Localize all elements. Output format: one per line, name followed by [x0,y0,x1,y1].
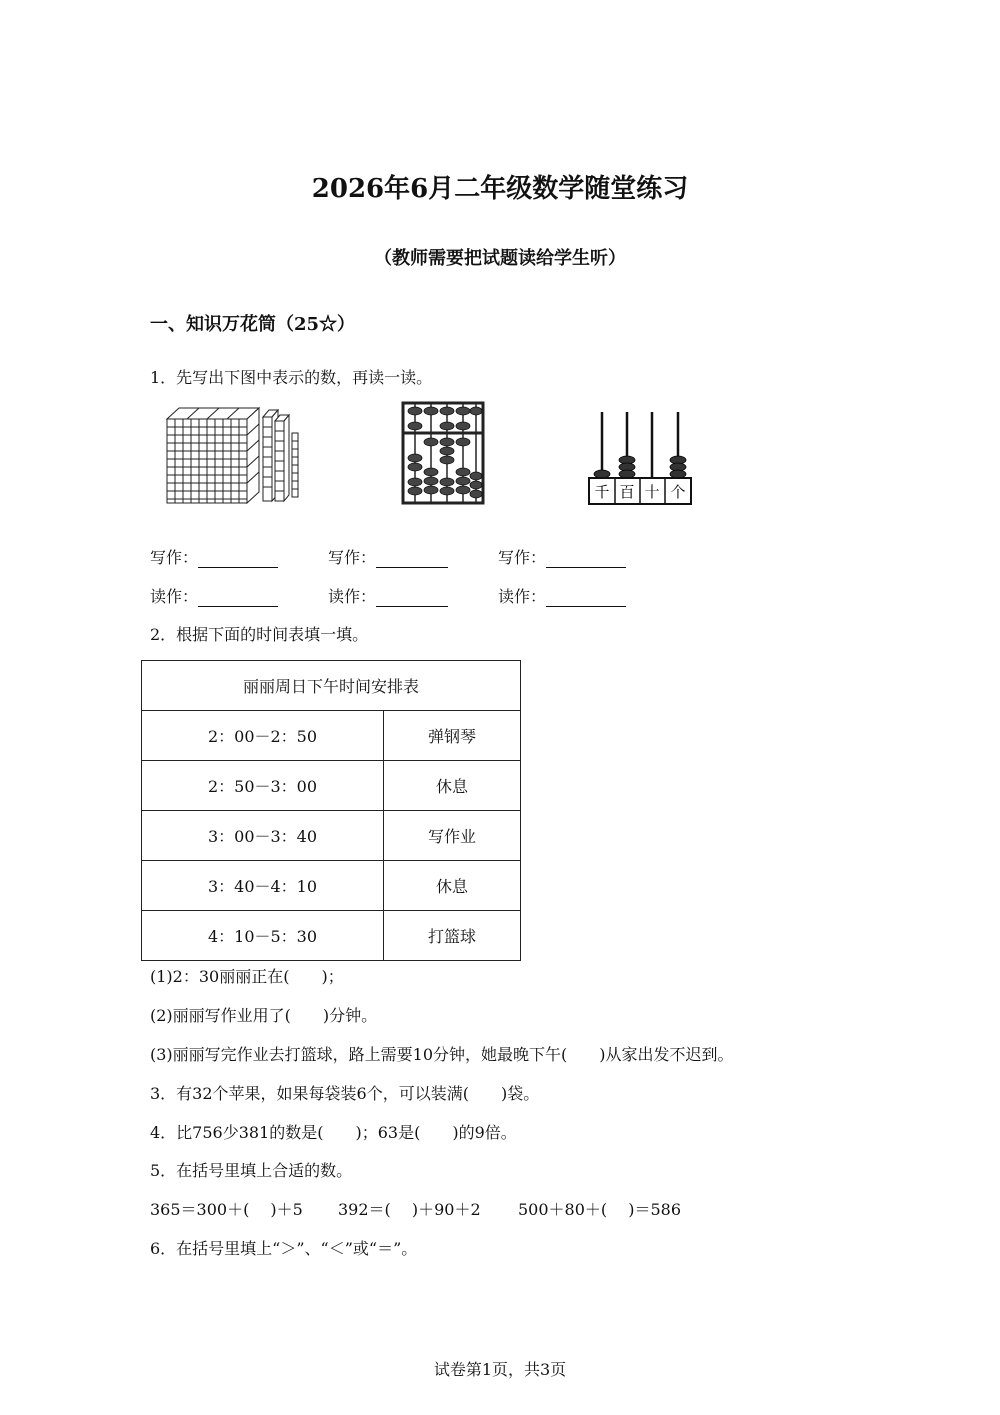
answer-blank[interactable] [546,553,626,568]
table-row [142,711,521,761]
question-2-sub-3: (3)丽丽写完作业去打篮球，路上需要10分钟，她最晚下午( )从家出发不迟到。 [150,1045,734,1064]
question-2-text: 2．根据下面的时间表填一填。 [150,625,369,644]
answer-blank[interactable] [198,553,278,568]
activity-cell: 写作业 [384,811,521,861]
read-label: 读作： [150,587,199,606]
write-label: 写作： [328,548,377,567]
base-ten-blocks-illustration [164,405,304,505]
write-label: 写作： [498,548,547,567]
read-answer-1 [150,587,278,607]
page-footer: 试卷第1页，共3页 [433,1360,567,1379]
activity-cell: 打篮球 [384,911,521,961]
question-4-text: 4．比756少381的数是( )；63是( )的9倍。 [150,1123,517,1142]
question-1-text: 1．先写出下图中表示的数，再读一读。 [150,368,433,387]
section-heading: 一、知识万花筒（25☆） [150,314,356,335]
question-2-sub-2: (2)丽丽写作业用了( )分钟。 [150,1006,378,1025]
abacus-label-tens: 十 [644,483,660,501]
page-title: 2026年6月二年级数学随堂练习 [311,174,689,204]
table-row [142,861,521,911]
table-title: 丽丽周日下午时间安排表 [142,661,521,711]
abacus-illustration [400,400,486,506]
read-label: 读作： [328,587,377,606]
write-answer-2 [328,548,448,568]
question-3-text: 3．有32个苹果，如果每袋装6个，可以装满( )袋。 [150,1084,540,1103]
read-answer-2 [328,587,448,607]
schedule-table [141,660,521,961]
write-label: 写作： [150,548,199,567]
question-5-text: 5．在括号里填上合适的数。 [150,1161,353,1180]
answer-blank[interactable] [546,592,626,607]
equation-3: 500＋80＋( )＝586 [518,1200,682,1219]
question-6-text: 6．在括号里填上“＞”、“＜”或“＝”。 [150,1239,418,1258]
table-row [142,911,521,961]
activity-cell: 弹钢琴 [384,711,521,761]
write-answer-1 [150,548,278,568]
abacus-label-ones: 个 [670,483,686,501]
abacus-label-hundreds: 百 [619,483,635,501]
answer-blank[interactable] [376,553,448,568]
time-cell: 4：10－5：30 [142,911,384,961]
table-row [142,761,521,811]
time-cell: 2：00－2：50 [142,711,384,761]
table-row [142,811,521,861]
time-cell: 3：40－4：10 [142,861,384,911]
table-row [142,661,521,711]
read-label: 读作： [498,587,547,606]
page-subtitle: （教师需要把试题读给学生听） [374,248,626,269]
question-2-sub-1: (1)2：30丽丽正在( )； [150,967,344,986]
counting-frame-illustration [586,408,694,508]
answer-blank[interactable] [198,592,278,607]
abacus-label-thousands: 千 [594,483,610,501]
activity-cell: 休息 [384,861,521,911]
write-answer-3 [498,548,626,568]
answer-blank[interactable] [376,592,448,607]
read-answer-3 [498,587,626,607]
time-cell: 2：50－3：00 [142,761,384,811]
equation-1: 365＝300＋( )＋5 [150,1200,303,1219]
equation-2: 392＝( )＋90＋2 [338,1200,481,1219]
activity-cell: 休息 [384,761,521,811]
time-cell: 3：00－3：40 [142,811,384,861]
